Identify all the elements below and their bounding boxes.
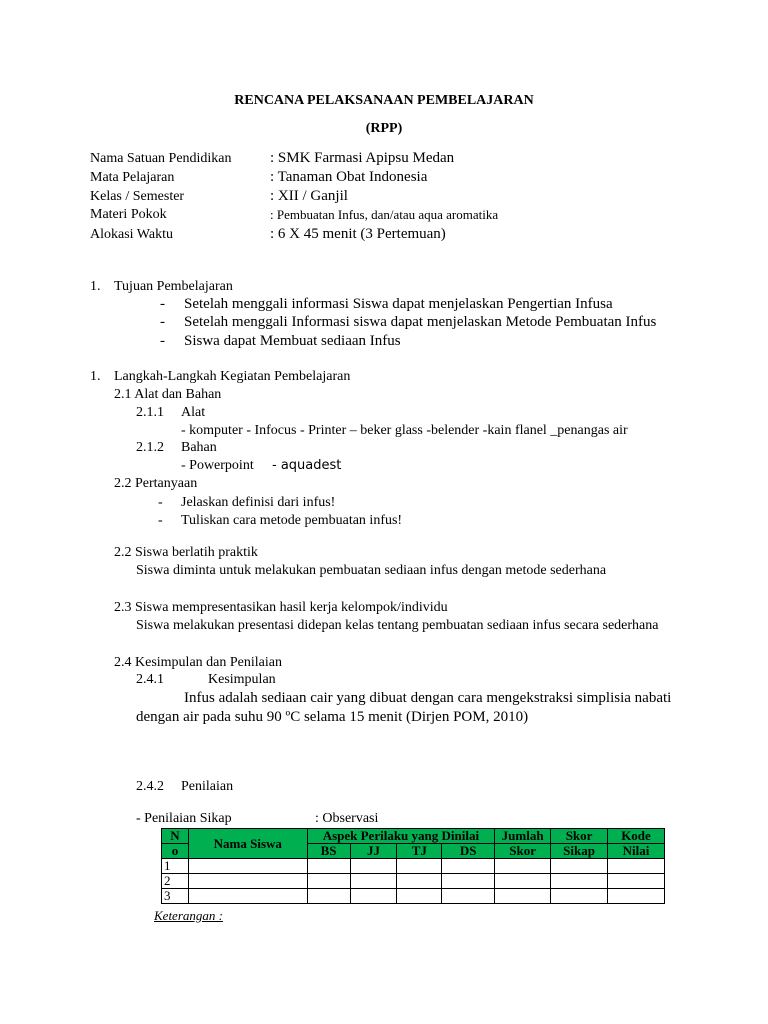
conclusion-line: Infus adalah sediaan cair yang dibuat dengan cara mengekstraksi simplisia nabati xyxy=(184,690,672,706)
section-heading: Langkah-Langkah Kegiatan Pembelajaran xyxy=(114,369,351,384)
subsection-number: 2.1.1 xyxy=(136,405,164,420)
cell xyxy=(551,889,608,904)
header-jumlah: Skor xyxy=(495,844,551,859)
cell xyxy=(495,889,551,904)
objective-item: Siswa dapat Membuat sediaan Infus xyxy=(184,333,401,349)
cell xyxy=(188,889,307,904)
identity-label: Materi Pokok xyxy=(90,207,167,222)
row-number: 1 xyxy=(162,859,189,874)
keterangan-label: Keterangan : xyxy=(154,908,223,923)
section-number: 1. xyxy=(90,279,101,294)
subsection-heading: 2.1 Alat dan Bahan xyxy=(114,387,222,402)
header-aspek-col: BS xyxy=(307,844,350,859)
header-aspek-col: DS xyxy=(442,844,495,859)
header-aspek: Aspek Perilaku yang Dinilai xyxy=(307,829,495,844)
bullet-dash: - xyxy=(160,333,165,349)
identity-value: : SMK Farmasi Apipsu Medan xyxy=(270,150,455,166)
subsection-label: Alat xyxy=(181,405,206,420)
materials-item: - Powerpoint xyxy=(181,458,254,473)
cell xyxy=(307,874,350,889)
header-kode: Kode xyxy=(608,829,665,844)
question-item: Tuliskan cara metode pembuatan infus! xyxy=(181,513,403,528)
subsection-number: 2.4.2 xyxy=(136,779,164,794)
header-no: N xyxy=(162,829,189,844)
cell xyxy=(495,859,551,874)
cell xyxy=(188,859,307,874)
subsection-heading: 2.4 Kesimpulan dan Penilaian xyxy=(114,655,282,670)
header-aspek-col: JJ xyxy=(350,844,397,859)
cell xyxy=(350,874,397,889)
identity-value: : Pembuatan Infus, dan/atau aqua aromatika xyxy=(270,207,499,222)
subsection-heading: 2.3 Siswa mempresentasikan hasil kerja kelompok/individu xyxy=(114,600,448,615)
cell xyxy=(442,874,495,889)
cell xyxy=(608,874,665,889)
identity-label: Alokasi Waktu xyxy=(90,227,173,242)
identity-value: : Tanaman Obat Indonesia xyxy=(270,169,428,185)
cell xyxy=(188,874,307,889)
assessment-label: - Penilaian Sikap xyxy=(136,811,232,826)
tools-list: - komputer - Infocus - Printer – beker glass -belender -kain flanel _penangas air xyxy=(181,423,628,438)
table-row xyxy=(162,859,665,874)
cell xyxy=(495,874,551,889)
section-heading: Tujuan Pembelajaran xyxy=(114,279,233,294)
cell xyxy=(608,859,665,874)
cell xyxy=(397,874,442,889)
cell xyxy=(307,889,350,904)
bullet-dash: - xyxy=(160,296,165,312)
document-subtitle: (RPP) xyxy=(365,121,403,136)
bullet-dash: - xyxy=(158,495,163,510)
cell xyxy=(397,859,442,874)
cell xyxy=(551,874,608,889)
header-no: o xyxy=(162,844,189,859)
materials-item: - aquadest xyxy=(272,458,342,473)
subsection-number: 2.1.2 xyxy=(136,440,164,455)
assessment-value: : Observasi xyxy=(315,811,379,826)
question-item: Jelaskan definisi dari infus! xyxy=(181,495,336,510)
subsection-label: Penilaian xyxy=(181,779,234,794)
paragraph: Siswa diminta untuk melakukan pembuatan sediaan infus dengan metode sederhana xyxy=(136,563,607,578)
table-row xyxy=(162,889,665,904)
objective-item: Setelah menggali Informasi siswa dapat menjelaskan Metode Pembuatan Infus xyxy=(184,314,657,330)
assessment-table xyxy=(161,828,665,904)
paragraph: Siswa melakukan presentasi didepan kelas tentang pembuatan sediaan infus secara sederhana xyxy=(136,618,659,633)
header-kode: Nilai xyxy=(608,844,665,859)
header-skor: Skor xyxy=(551,829,608,844)
row-number: 3 xyxy=(162,889,189,904)
header-nama-siswa: Nama Siswa xyxy=(188,829,307,859)
bullet-dash: - xyxy=(160,314,165,330)
subsection-number: 2.4.1 xyxy=(136,672,164,687)
subsection-label: Kesimpulan xyxy=(208,672,276,687)
identity-label: Nama Satuan Pendidikan xyxy=(90,151,232,166)
identity-label: Kelas / Semester xyxy=(90,189,185,204)
cell xyxy=(397,889,442,904)
header-aspek-col: TJ xyxy=(397,844,442,859)
identity-value: : XII / Ganjil xyxy=(270,188,348,204)
header-jumlah: Jumlah xyxy=(495,829,551,844)
document-title: RENCANA PELAKSANAAN PEMBELAJARAN xyxy=(234,93,534,108)
row-number: 2 xyxy=(162,874,189,889)
cell xyxy=(442,889,495,904)
identity-label: Mata Pelajaran xyxy=(90,170,175,185)
cell xyxy=(350,859,397,874)
cell xyxy=(608,889,665,904)
table-row xyxy=(162,874,665,889)
header-skor: Sikap xyxy=(551,844,608,859)
subsection-heading: 2.2 Pertanyaan xyxy=(114,476,198,491)
cell xyxy=(442,859,495,874)
cell xyxy=(307,859,350,874)
objective-item: Setelah menggali informasi Siswa dapat menjelaskan Pengertian Infusa xyxy=(184,296,613,312)
subsection-label: Bahan xyxy=(181,440,217,455)
cell xyxy=(350,889,397,904)
identity-value: : 6 X 45 menit (3 Pertemuan) xyxy=(270,226,446,242)
cell xyxy=(551,859,608,874)
section-number: 1. xyxy=(90,369,101,384)
subsection-heading: 2.2 Siswa berlatih praktik xyxy=(114,545,258,560)
conclusion-line: dengan air pada suhu 90 ºC selama 15 menit (Dirjen POM, 2010) xyxy=(136,709,529,725)
bullet-dash: - xyxy=(158,513,163,528)
